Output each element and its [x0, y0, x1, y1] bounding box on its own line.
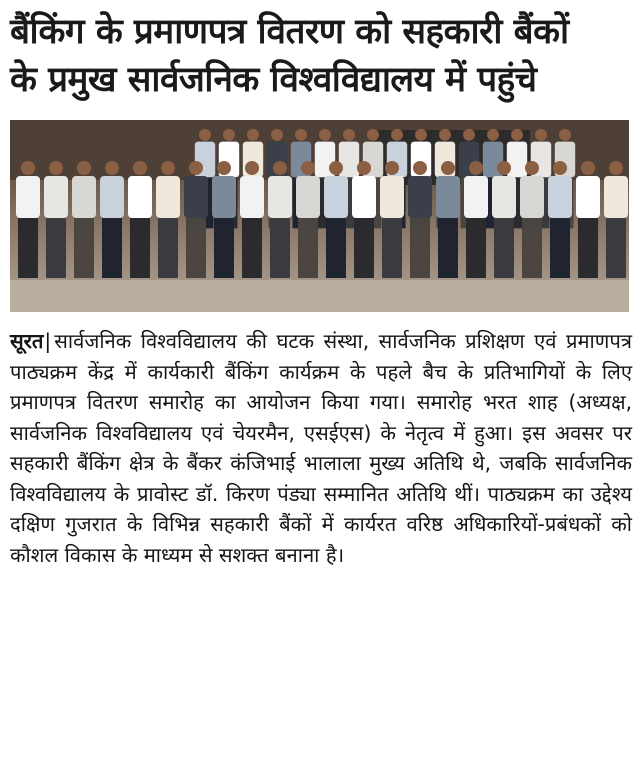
person-silhouette — [240, 161, 264, 278]
dateline-separator: | — [44, 329, 52, 353]
person-silhouette — [520, 161, 544, 278]
person-silhouette — [72, 161, 96, 278]
person-silhouette — [212, 161, 236, 278]
person-silhouette — [492, 161, 516, 278]
group-photo — [10, 120, 629, 312]
person-silhouette — [296, 161, 320, 278]
person-silhouette — [464, 161, 488, 278]
person-silhouette — [380, 161, 404, 278]
person-silhouette — [268, 161, 292, 278]
person-silhouette — [100, 161, 124, 278]
person-silhouette — [436, 161, 460, 278]
person-silhouette — [156, 161, 180, 278]
person-silhouette — [324, 161, 348, 278]
person-silhouette — [184, 161, 208, 278]
headline-line-2: के प्रमुख सार्वजनिक विश्वविद्यालय में पहुंचे — [10, 60, 537, 100]
headline — [10, 8, 630, 104]
dateline: सूरत — [10, 329, 44, 353]
person-silhouette — [44, 161, 68, 278]
person-silhouette — [16, 161, 40, 278]
headline-line-1: बैंकिंग के प्रमाणपत्र वितरण को सहकारी बैंकों — [10, 12, 569, 52]
article-text: सार्वजनिक विश्वविद्यालय की घटक संस्था, सार्वजनिक प्रशिक्षण एवं प्रमाणपत्र पाठ्यक्रम केंद्र में कार्यकारी बैंकिंग कार्यक्रम के पहले बैच के प्रतिभागियों के लिए प्रमाणपत्र वितरण समारोह का आयोजन किया गया। समारोह भरत शाह (अध्यक्ष, सार्वजनिक विश्वविद्यालय एवं चेयरमैन, एसईएस) के नेतृत्व में हुआ। इस अवसर पर सहकारी बैंकिंग क्षेत्र के बैंकर कंजिभाई भालाला मुख्य अतिथि थे, जबकि सार्वजनिक विश्वविद्यालय के प्रावोस्ट डॉ. किरण पंड्या सम्मानित अतिथि थीं। पाठ्यक्रम का उद्देश्य दक्षिण गुजरात के विभिन्न सहकारी बैंकों में कार्यरत वरिष्ठ अधिकारियों-प्रबंधकों को कौशल विकास के माध्यम से सशक्त बनाना है। — [10, 329, 632, 567]
person-silhouette — [576, 161, 600, 278]
article-body — [10, 326, 632, 570]
person-silhouette — [352, 161, 376, 278]
person-silhouette — [604, 161, 628, 278]
person-silhouette — [548, 161, 572, 278]
group-photo-illustration — [10, 120, 629, 312]
person-silhouette — [128, 161, 152, 278]
person-silhouette — [408, 161, 432, 278]
